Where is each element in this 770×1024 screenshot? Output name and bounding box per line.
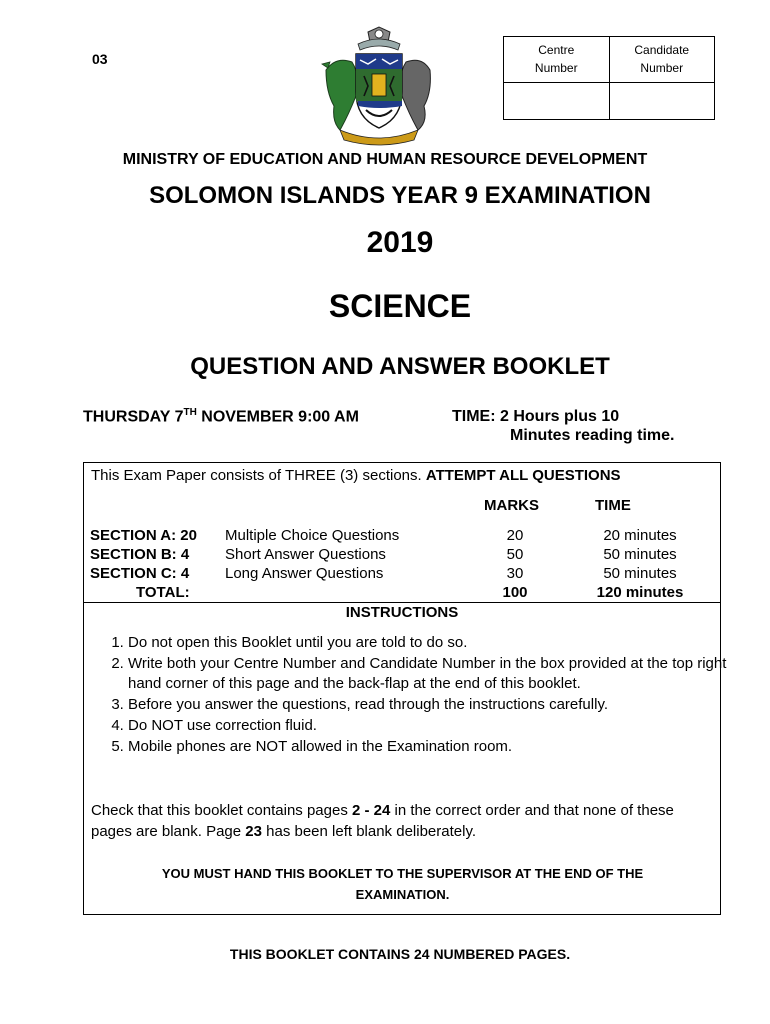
hand-in-notice: YOU MUST HAND THIS BOOKLET TO THE SUPERVISOR AT THE END OF THE EXAMINATION. [161,866,644,902]
instruction-item: 5. Mobile phones are NOT allowed in the Examination room. [128,737,740,758]
paper-code: 03 [92,51,108,67]
time-column-header: TIME [595,497,631,514]
section-a-description: Multiple Choice Questions [225,527,400,544]
page-count-note: THIS BOOKLET CONTAINS 24 NUMBERED PAGES. [229,946,571,962]
total-time: 120 minutes [596,584,684,601]
page-check-note: Check that this booklet contains pages 2 - 24 in the correct order and that none of these pages are blank. Page 23 has been left blank deliberately. [91,802,674,840]
candidate-number-field[interactable] [609,82,715,119]
subject-title: SCIENCE [328,288,472,324]
instructions-title: INSTRUCTIONS [345,604,459,621]
instructions-list [98,633,740,757]
section-b-description: Short Answer Questions [225,546,386,563]
total-label: TOTAL: [136,584,190,601]
sections-intro: This Exam Paper consists of THREE (3) sections. ATTEMPT ALL QUESTIONS [91,467,621,484]
coat-of-arms-icon [318,26,440,148]
centre-number-field[interactable] [504,82,610,119]
centre-number-label: Centre Number [504,37,610,83]
instruction-item: 3. Before you answer the questions, read through the instructions carefully. [128,695,740,716]
ministry-heading: MINISTRY OF EDUCATION AND HUMAN RESOURCE DEVELOPMENT [122,151,648,168]
exam-year: 2019 [366,226,434,259]
instruction-item: 1. Do not open this Booklet until you are told to do so. [128,633,740,654]
instruction-item: 2. Write both your Centre Number and Candidate Number in the box provided at the top right hand corner of this page and the back-flap at the end of this booklet. [128,654,740,695]
marks-column-header: MARKS [484,497,539,514]
section-a-label: SECTION A: 20 [90,527,197,544]
booklet-title: QUESTION AND ANSWER BOOKLET [190,353,610,380]
section-c-description: Long Answer Questions [225,565,384,582]
section-b-marks: 50 [506,546,524,563]
total-marks: 100 [502,584,528,601]
exam-title: SOLOMON ISLANDS YEAR 9 EXAMINATION [149,182,651,209]
exam-duration: TIME: 2 Hours plus 10 Minutes reading time. [452,408,675,444]
section-c-marks: 30 [506,565,524,582]
section-c-time: 50 minutes [603,565,677,582]
section-a-time: 20 minutes [603,527,677,544]
instruction-item: 4. Do NOT use correction fluid. [128,716,740,737]
exam-date: THURSDAY 7TH NOVEMBER 9:00 AM [83,407,359,426]
candidate-number-label: Candidate Number [609,37,715,83]
candidate-id-box [503,36,715,120]
overview-divider [83,602,721,603]
section-a-marks: 20 [506,527,524,544]
section-b-label: SECTION B: 4 [90,546,190,563]
section-c-label: SECTION C: 4 [90,565,190,582]
section-b-time: 50 minutes [603,546,677,563]
